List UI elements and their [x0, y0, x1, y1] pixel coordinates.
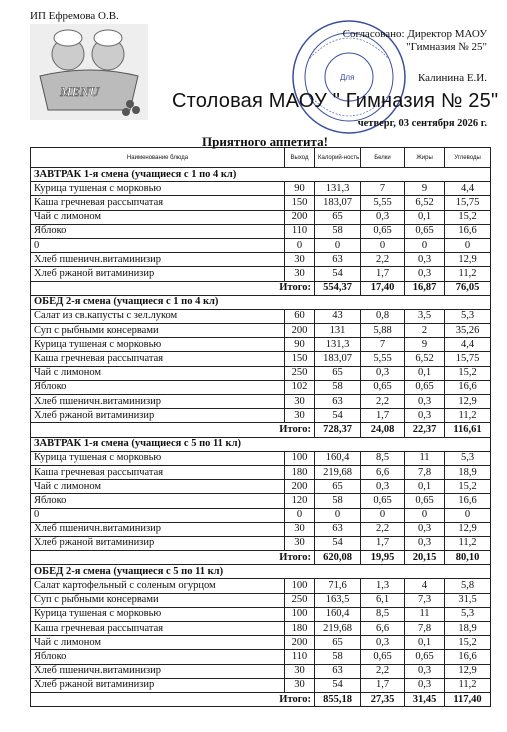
table-row	[31, 309, 491, 323]
total-proteins: 24,08	[361, 423, 405, 437]
dish-name-cell: Каша гречневая рассыпчатая	[31, 465, 285, 479]
portion-cell: 100	[285, 579, 315, 593]
table-row	[31, 579, 491, 593]
proteins-cell: 1,7	[361, 678, 405, 692]
carbs-cell: 11,2	[445, 678, 491, 692]
calories-cell: 54	[315, 267, 361, 281]
carbs-cell: 5,3	[445, 607, 491, 621]
portion-cell: 30	[285, 395, 315, 409]
table-row	[31, 380, 491, 394]
proteins-cell: 5,88	[361, 324, 405, 338]
calories-cell: 0	[315, 508, 361, 522]
portion-cell: 180	[285, 622, 315, 636]
proteins-cell: 0,65	[361, 380, 405, 394]
col-proteins: Белки	[361, 148, 405, 168]
portion-cell: 150	[285, 352, 315, 366]
col-dish-name: Наименование блюда	[31, 148, 285, 168]
organization-name: ИП Ефремова О.В.	[30, 10, 119, 22]
approval-line-1: Согласовано: Директор МАОУ	[342, 28, 487, 40]
portion-cell: 150	[285, 196, 315, 210]
dish-name-cell: Яблоко	[31, 494, 285, 508]
table-row	[31, 409, 491, 423]
proteins-cell: 0	[361, 238, 405, 252]
fats-cell: 0,3	[405, 522, 445, 536]
table-row	[31, 650, 491, 664]
carbs-cell: 16,6	[445, 224, 491, 238]
dish-name-cell: Чай с лимоном	[31, 210, 285, 224]
table-row	[31, 182, 491, 196]
proteins-cell: 0,65	[361, 224, 405, 238]
calories-cell: 219,68	[315, 465, 361, 479]
total-carbs: 117,40	[445, 692, 491, 706]
fats-cell: 9	[405, 338, 445, 352]
proteins-cell: 1,7	[361, 267, 405, 281]
table-row	[31, 224, 491, 238]
carbs-cell: 4,4	[445, 182, 491, 196]
fats-cell: 0,3	[405, 409, 445, 423]
proteins-cell: 0,65	[361, 494, 405, 508]
portion-cell: 250	[285, 366, 315, 380]
carbs-cell: 5,3	[445, 451, 491, 465]
proteins-cell: 8,5	[361, 451, 405, 465]
table-row	[31, 395, 491, 409]
calories-cell: 43	[315, 309, 361, 323]
calories-cell: 219,68	[315, 622, 361, 636]
calories-cell: 58	[315, 650, 361, 664]
carbs-cell: 16,6	[445, 380, 491, 394]
calories-cell: 163,5	[315, 593, 361, 607]
dish-name-cell: Чай с лимоном	[31, 366, 285, 380]
table-row	[31, 494, 491, 508]
dish-name-cell: Яблоко	[31, 224, 285, 238]
carbs-cell: 15,75	[445, 352, 491, 366]
fats-cell: 11	[405, 607, 445, 621]
dish-name-cell: Хлеб пшеничн.витаминизир	[31, 664, 285, 678]
fats-cell: 4	[405, 579, 445, 593]
menu-logo	[30, 24, 148, 120]
portion-cell: 30	[285, 267, 315, 281]
carbs-cell: 16,6	[445, 650, 491, 664]
fats-cell: 0,65	[405, 380, 445, 394]
table-row	[31, 636, 491, 650]
dish-name-cell: Чай с лимоном	[31, 636, 285, 650]
carbs-cell: 0	[445, 508, 491, 522]
dish-name-cell: Хлеб ржаной витаминизир	[31, 678, 285, 692]
table-row	[31, 522, 491, 536]
table-row	[31, 451, 491, 465]
table-row	[31, 324, 491, 338]
section-header-row	[31, 437, 491, 451]
carbs-cell: 12,9	[445, 664, 491, 678]
carbs-cell: 31,5	[445, 593, 491, 607]
portion-cell: 30	[285, 409, 315, 423]
portion-cell: 100	[285, 607, 315, 621]
dish-name-cell: Салат картофельный с соленым огурцом	[31, 579, 285, 593]
calories-cell: 160,4	[315, 451, 361, 465]
proteins-cell: 0,65	[361, 650, 405, 664]
menu-date: четверг, 03 сентября 2026 г.	[357, 118, 487, 129]
table-row	[31, 465, 491, 479]
fats-cell: 6,52	[405, 352, 445, 366]
calories-cell: 131,3	[315, 182, 361, 196]
portion-cell: 200	[285, 480, 315, 494]
calories-cell: 58	[315, 494, 361, 508]
table-row	[31, 196, 491, 210]
total-carbs: 116,61	[445, 423, 491, 437]
fats-cell: 11	[405, 451, 445, 465]
proteins-cell: 0,8	[361, 309, 405, 323]
portion-cell: 90	[285, 182, 315, 196]
table-row	[31, 210, 491, 224]
dish-name-cell: Каша гречневая рассыпчатая	[31, 352, 285, 366]
dish-name-cell: Хлеб пшеничн.витаминизир	[31, 253, 285, 267]
table-row	[31, 508, 491, 522]
portion-cell: 30	[285, 536, 315, 550]
dish-name-cell: Хлеб ржаной витаминизир	[31, 409, 285, 423]
total-fats: 20,15	[405, 551, 445, 565]
dish-name-cell: Суп с рыбными консервами	[31, 324, 285, 338]
table-row	[31, 593, 491, 607]
dish-name-cell: Чай с лимоном	[31, 480, 285, 494]
menu-table-body	[31, 168, 491, 707]
dish-name-cell: Курица тушеная с морковью	[31, 182, 285, 196]
calories-cell: 58	[315, 224, 361, 238]
portion-cell: 200	[285, 324, 315, 338]
portion-cell: 30	[285, 664, 315, 678]
calories-cell: 183,07	[315, 352, 361, 366]
total-fats: 16,87	[405, 281, 445, 295]
portion-cell: 250	[285, 593, 315, 607]
section-header-row	[31, 295, 491, 309]
table-header-row	[31, 148, 491, 168]
carbs-cell: 4,4	[445, 338, 491, 352]
fats-cell: 2	[405, 324, 445, 338]
fats-cell: 6,52	[405, 196, 445, 210]
total-label: Итого:	[31, 551, 315, 565]
fats-cell: 0,3	[405, 253, 445, 267]
calories-cell: 63	[315, 253, 361, 267]
fats-cell: 0,1	[405, 366, 445, 380]
dish-name-cell: Каша гречневая рассыпчатая	[31, 622, 285, 636]
total-label: Итого:	[31, 692, 315, 706]
portion-cell: 110	[285, 224, 315, 238]
calories-cell: 65	[315, 210, 361, 224]
portion-cell: 200	[285, 636, 315, 650]
total-row	[31, 423, 491, 437]
fats-cell: 0	[405, 238, 445, 252]
page-title: Столовая МАОУ " Гимназия № 25"	[172, 90, 499, 112]
proteins-cell: 1,7	[361, 409, 405, 423]
portion-cell: 102	[285, 380, 315, 394]
proteins-cell: 7	[361, 338, 405, 352]
total-row	[31, 281, 491, 295]
fats-cell: 0,1	[405, 210, 445, 224]
proteins-cell: 6,1	[361, 593, 405, 607]
carbs-cell: 15,2	[445, 366, 491, 380]
total-carbs: 80,10	[445, 551, 491, 565]
calories-cell: 54	[315, 678, 361, 692]
table-row	[31, 267, 491, 281]
calories-cell: 63	[315, 664, 361, 678]
portion-cell: 90	[285, 338, 315, 352]
approval-block	[343, 28, 487, 54]
fats-cell: 7,8	[405, 465, 445, 479]
dish-name-cell: Суп с рыбными консервами	[31, 593, 285, 607]
proteins-cell: 2,2	[361, 253, 405, 267]
carbs-cell: 16,6	[445, 494, 491, 508]
carbs-cell: 5,3	[445, 309, 491, 323]
fats-cell: 0,3	[405, 664, 445, 678]
fats-cell: 0,65	[405, 494, 445, 508]
portion-cell: 0	[285, 238, 315, 252]
fats-cell: 0,3	[405, 395, 445, 409]
carbs-cell: 15,2	[445, 480, 491, 494]
proteins-cell: 7	[361, 182, 405, 196]
portion-cell: 30	[285, 253, 315, 267]
table-row	[31, 664, 491, 678]
table-row	[31, 352, 491, 366]
proteins-cell: 2,2	[361, 522, 405, 536]
calories-cell: 65	[315, 480, 361, 494]
total-fats: 31,45	[405, 692, 445, 706]
carbs-cell: 11,2	[445, 267, 491, 281]
fats-cell: 0,65	[405, 224, 445, 238]
portion-cell: 110	[285, 650, 315, 664]
proteins-cell: 6,6	[361, 465, 405, 479]
table-row	[31, 622, 491, 636]
menu-table	[30, 147, 491, 707]
carbs-cell: 15,2	[445, 210, 491, 224]
carbs-cell: 12,9	[445, 522, 491, 536]
carbs-cell: 15,75	[445, 196, 491, 210]
col-fats: Жиры	[405, 148, 445, 168]
dish-name-cell: 0	[31, 508, 285, 522]
table-row	[31, 678, 491, 692]
proteins-cell: 0,3	[361, 366, 405, 380]
calories-cell: 63	[315, 395, 361, 409]
calories-cell: 54	[315, 409, 361, 423]
carbs-cell: 5,8	[445, 579, 491, 593]
proteins-cell: 0	[361, 508, 405, 522]
carbs-cell: 18,9	[445, 465, 491, 479]
wish-text: Приятного аппетита!	[202, 134, 328, 149]
total-fats: 22,37	[405, 423, 445, 437]
section-title: ЗАВТРАК 1-я смена (учащиеся с 5 по 11 кл)	[31, 437, 491, 451]
proteins-cell: 0,3	[361, 480, 405, 494]
carbs-cell: 0	[445, 238, 491, 252]
col-portion: Выход	[285, 148, 315, 168]
section-header-row	[31, 565, 491, 579]
table-row	[31, 253, 491, 267]
calories-cell: 183,07	[315, 196, 361, 210]
dish-name-cell: Курица тушеная с морковью	[31, 607, 285, 621]
proteins-cell: 1,7	[361, 536, 405, 550]
portion-cell: 0	[285, 508, 315, 522]
fats-cell: 9	[405, 182, 445, 196]
carbs-cell: 12,9	[445, 253, 491, 267]
calories-cell: 58	[315, 380, 361, 394]
portion-cell: 60	[285, 309, 315, 323]
calories-cell: 65	[315, 366, 361, 380]
total-row	[31, 551, 491, 565]
portion-cell: 30	[285, 522, 315, 536]
calories-cell: 131,3	[315, 338, 361, 352]
carbs-cell: 11,2	[445, 409, 491, 423]
carbs-cell: 12,9	[445, 395, 491, 409]
dish-name-cell: Салат из св.капусты с зел.луком	[31, 309, 285, 323]
calories-cell: 131	[315, 324, 361, 338]
fats-cell: 0,1	[405, 480, 445, 494]
dish-name-cell: Хлеб пшеничн.витаминизир	[31, 522, 285, 536]
proteins-cell: 0,3	[361, 210, 405, 224]
calories-cell: 160,4	[315, 607, 361, 621]
calories-cell: 0	[315, 238, 361, 252]
dish-name-cell: 0	[31, 238, 285, 252]
portion-cell: 30	[285, 678, 315, 692]
total-carbs: 76,05	[445, 281, 491, 295]
calories-cell: 65	[315, 636, 361, 650]
table-row	[31, 338, 491, 352]
portion-cell: 100	[285, 451, 315, 465]
fats-cell: 0,3	[405, 678, 445, 692]
proteins-cell: 6,6	[361, 622, 405, 636]
proteins-cell: 1,3	[361, 579, 405, 593]
section-title: ОБЕД 2-я смена (учащиеся с 1 по 4 кл)	[31, 295, 491, 309]
fats-cell: 0	[405, 508, 445, 522]
calories-cell: 71,6	[315, 579, 361, 593]
dish-name-cell: Курица тушеная с морковью	[31, 451, 285, 465]
table-row	[31, 366, 491, 380]
proteins-cell: 5,55	[361, 196, 405, 210]
proteins-cell: 5,55	[361, 352, 405, 366]
svg-text:Для: Для	[340, 73, 355, 82]
proteins-cell: 0,3	[361, 636, 405, 650]
carbs-cell: 11,2	[445, 536, 491, 550]
proteins-cell: 2,2	[361, 395, 405, 409]
portion-cell: 200	[285, 210, 315, 224]
fats-cell: 0,65	[405, 650, 445, 664]
fats-cell: 7,3	[405, 593, 445, 607]
proteins-cell: 8,5	[361, 607, 405, 621]
total-label: Итого:	[31, 281, 315, 295]
col-carbs: Углеводы	[445, 148, 491, 168]
calories-cell: 63	[315, 522, 361, 536]
fats-cell: 0,3	[405, 267, 445, 281]
table-row	[31, 607, 491, 621]
proteins-cell: 2,2	[361, 664, 405, 678]
portion-cell: 180	[285, 465, 315, 479]
approval-line-2: "Гимназия № 25"	[406, 41, 487, 53]
total-calories: 620,08	[315, 551, 361, 565]
carbs-cell: 15,2	[445, 636, 491, 650]
col-calories: Калорий-ность	[315, 148, 361, 168]
total-proteins: 27,35	[361, 692, 405, 706]
fats-cell: 7,8	[405, 622, 445, 636]
section-title: ЗАВТРАК 1-я смена (учащиеся с 1 по 4 кл)	[31, 168, 491, 182]
carbs-cell: 35,26	[445, 324, 491, 338]
table-row	[31, 536, 491, 550]
carbs-cell: 18,9	[445, 622, 491, 636]
dish-name-cell: Хлеб ржаной витаминизир	[31, 267, 285, 281]
dish-name-cell: Каша гречневая рассыпчатая	[31, 196, 285, 210]
portion-cell: 120	[285, 494, 315, 508]
total-proteins: 17,40	[361, 281, 405, 295]
logo-lettering: MENU	[60, 84, 100, 99]
dish-name-cell: Курица тушеная с морковью	[31, 338, 285, 352]
dish-name-cell: Хлеб пшеничн.витаминизир	[31, 395, 285, 409]
dish-name-cell: Хлеб ржаной витаминизир	[31, 536, 285, 550]
fats-cell: 0,3	[405, 536, 445, 550]
total-row	[31, 692, 491, 706]
calories-cell: 54	[315, 536, 361, 550]
table-row	[31, 238, 491, 252]
total-calories: 728,37	[315, 423, 361, 437]
fats-cell: 3,5	[405, 309, 445, 323]
total-proteins: 19,95	[361, 551, 405, 565]
total-calories: 855,18	[315, 692, 361, 706]
total-calories: 554,37	[315, 281, 361, 295]
total-label: Итого:	[31, 423, 315, 437]
dish-name-cell: Яблоко	[31, 650, 285, 664]
section-title: ОБЕД 2-я смена (учащиеся с 5 по 11 кл)	[31, 565, 491, 579]
dish-name-cell: Яблоко	[31, 380, 285, 394]
director-name: Калинина Е.И.	[417, 72, 487, 84]
section-header-row	[31, 168, 491, 182]
fats-cell: 0,1	[405, 636, 445, 650]
table-row	[31, 480, 491, 494]
